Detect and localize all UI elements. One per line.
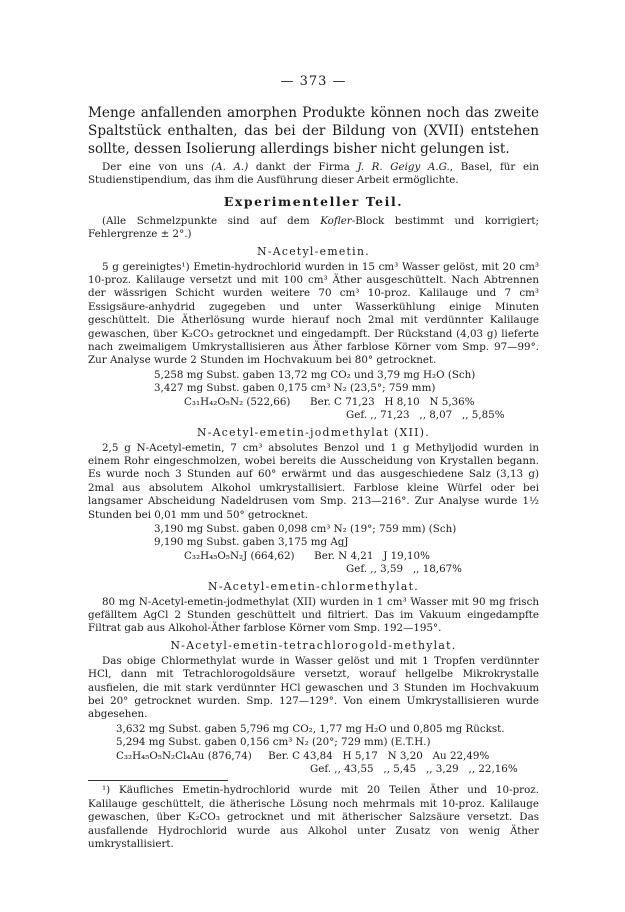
analysis-line: 9,190 mg Subst. gaben 3,175 mg AgJ [154, 536, 349, 549]
procedure-acetyl-emetin: 5 g gereinigtes¹) Emetin-hydrochlorid wurden in 15 cm³ Wasser gelöst, mit 20 cm³ 10-proz. Kalilauge versetzt und mit 100 cm³ Äther ausgeschüttelt. Nach Abtrennen der wässrigen Schicht wurden weitere 70 cm³ 10-proz. Kalilauge und 7 cm³ Essigsäure-anhydrid zugegeben und unter Wasserkühlung einige Minuten geschüttelt. Die Ätherlösung wurde hierauf noch 2mal mit verdünnter Kalilauge gewaschen, über K₂CO₃ getrocknet und eingedampft. Der Rückstand (4,03 g) lieferte nach zweimaligem Umkrystallisieren aus Äther farblose Körner vom Smp. 97—99°. Zur Analyse wurde 2 Stunden im Hochvakuum bei 80° getrocknet. [88, 260, 539, 367]
analysis-jodmethylat [88, 523, 539, 577]
analysis-line: 3,427 mg Subst. gaben 0,175 cm³ N₂ (23,5°; 759 mm) [154, 382, 436, 395]
analysis-line: Gef. ,, 43,55 ,, 5,45 ,, 3,29 ,, 22,16% [310, 763, 518, 776]
section-title: Experimenteller Teil. [223, 193, 404, 209]
subsection-title-acetyl-emetin: N-Acetyl-emetin. [257, 244, 370, 258]
footnote-divider [88, 780, 228, 781]
melting-point-note: (Alle Schmelzpunkte sind auf dem Kofler-Block bestimmt und korrigiert; Fehlergrenze ± 2°.) [88, 214, 540, 241]
analysis-line: C₃₂H₄₅O₅N₂Cl₄Au (876,74) Ber. C 43,84 H 5,17 N 3,20 Au 22,49% [116, 749, 490, 762]
analysis-line: C₃₂H₄₅O₅N₂J (664,62) Ber. N 4,21 J 19,10% [184, 549, 430, 562]
analysis-line: 3,632 mg Subst. gaben 5,796 mg CO₂, 1,77 mg H₂O und 0,805 mg Rückst. [116, 722, 505, 735]
analysis-line: Gef. ,, 71,23 ,, 8,07 ,, 5,85% [346, 409, 505, 422]
analysis-line: 5,294 mg Subst. gaben 0,156 cm³ N₂ (20°; 729 mm) (E.T.H.) [116, 736, 431, 749]
analysis-line: 5,258 mg Subst. gaben 13,72 mg CO₂ und 3,79 mg H₂O (Sch) [154, 368, 476, 381]
analysis-acetyl-emetin [88, 369, 539, 423]
subsection-title-tetrachlorogold: N-Acetyl-emetin-tetrachlorogold-methylat. [170, 638, 457, 652]
page-number: — 373 — [280, 74, 347, 89]
analysis-line: C₃₁H₄₂O₅N₂ (522,66) Ber. C 71,23 H 8,10 N 5,36% [184, 395, 475, 408]
analysis-line: Gef. ,, 3,59 ,, 18,67% [346, 563, 462, 576]
intro-paragraph: Menge anfallenden amorphen Produkte können noch das zweite Spaltstück enthalten, das bei der Bildung von (XVII) entstehen sollte, dessen Isolierung allerdings bisher nicht gelungen ist. [88, 105, 539, 157]
subsection-title-chlormethylat: N-Acetyl-emetin-chlormethylat. [207, 579, 420, 593]
procedure-jodmethylat: 2,5 g N-Acetyl-emetin, 7 cm³ absolutes Benzol und 1 g Methyljodid wurden in einem Rohr eingeschmolzen, wobei bereits die Ausscheidung von Krystallen begann. Es wurde noch 3 Stunden auf 60° erwärmt und das ausgeschiedene Salz (3,13 g) 2mal aus absolutem Alkohol umkrystallisiert. Farblose kleine Würfel oder bei langsamer Abscheidung Nadeldrusen vom Smp. 213—216°. Zur Analyse wurde 1½ Stunden bei 0,01 mm und 50° getrocknet. [88, 441, 539, 521]
subsection-title-jodmethylat: N-Acetyl-emetin-jodmethylat (XII). [197, 425, 430, 439]
analysis-line: 3,190 mg Subst. gaben 0,098 cm³ N₂ (19°; 759 mm) (Sch) [154, 522, 457, 535]
footnote: ¹) Käufliches Emetin-hydrochlorid wurde mit 20 Teilen Äther und 10-proz. Kalilauge geschüttelt, die ätherische Lösung noch mehrmals mit 10-proz. Kalilauge gewaschen, über K₂CO₃ getrocknet und mit ätherischer Salzsäure versetzt. Das ausfallende Hydrochlorid wurde aus Alkohol unter Zusatz von wenig Äther umkrystallisiert. [88, 784, 539, 851]
acknowledgement: Der eine von uns (A. A.) dankt der Firma J. R. Geigy A.G., Basel, für ein Studienstipendium, das ihm die Ausführung dieser Arbeit ermöglichte. [88, 161, 539, 187]
procedure-tetrachlorogold: Das obige Chlormethylat wurde in Wasser gelöst und mit 1 Tropfen verdünnter HCl, dann mit Tetrachlorogoldsäure versetzt, worauf hellgelbe Mikrokrystalle ausfielen, die mit stark verdünnter HCl gewaschen und 3 Stunden im Hochvakuum bei 20° getrocknet wurden. Smp. 127—129°. Von einem Umkrystallisieren wurde abgesehen. [88, 654, 539, 721]
analysis-tetrachlorogold [88, 723, 539, 777]
procedure-chlormethylat: 80 mg N-Acetyl-emetin-jodmethylat (XII) wurden in 1 cm³ Wasser mit 90 mg frisch gefälltem AgCl 2 Stunden geschüttelt und filtriert. Das im Vakuum eingedampfte Filtrat gab aus Alkohol-Äther farblose Körner vom Smp. 192—195°. [88, 595, 539, 635]
